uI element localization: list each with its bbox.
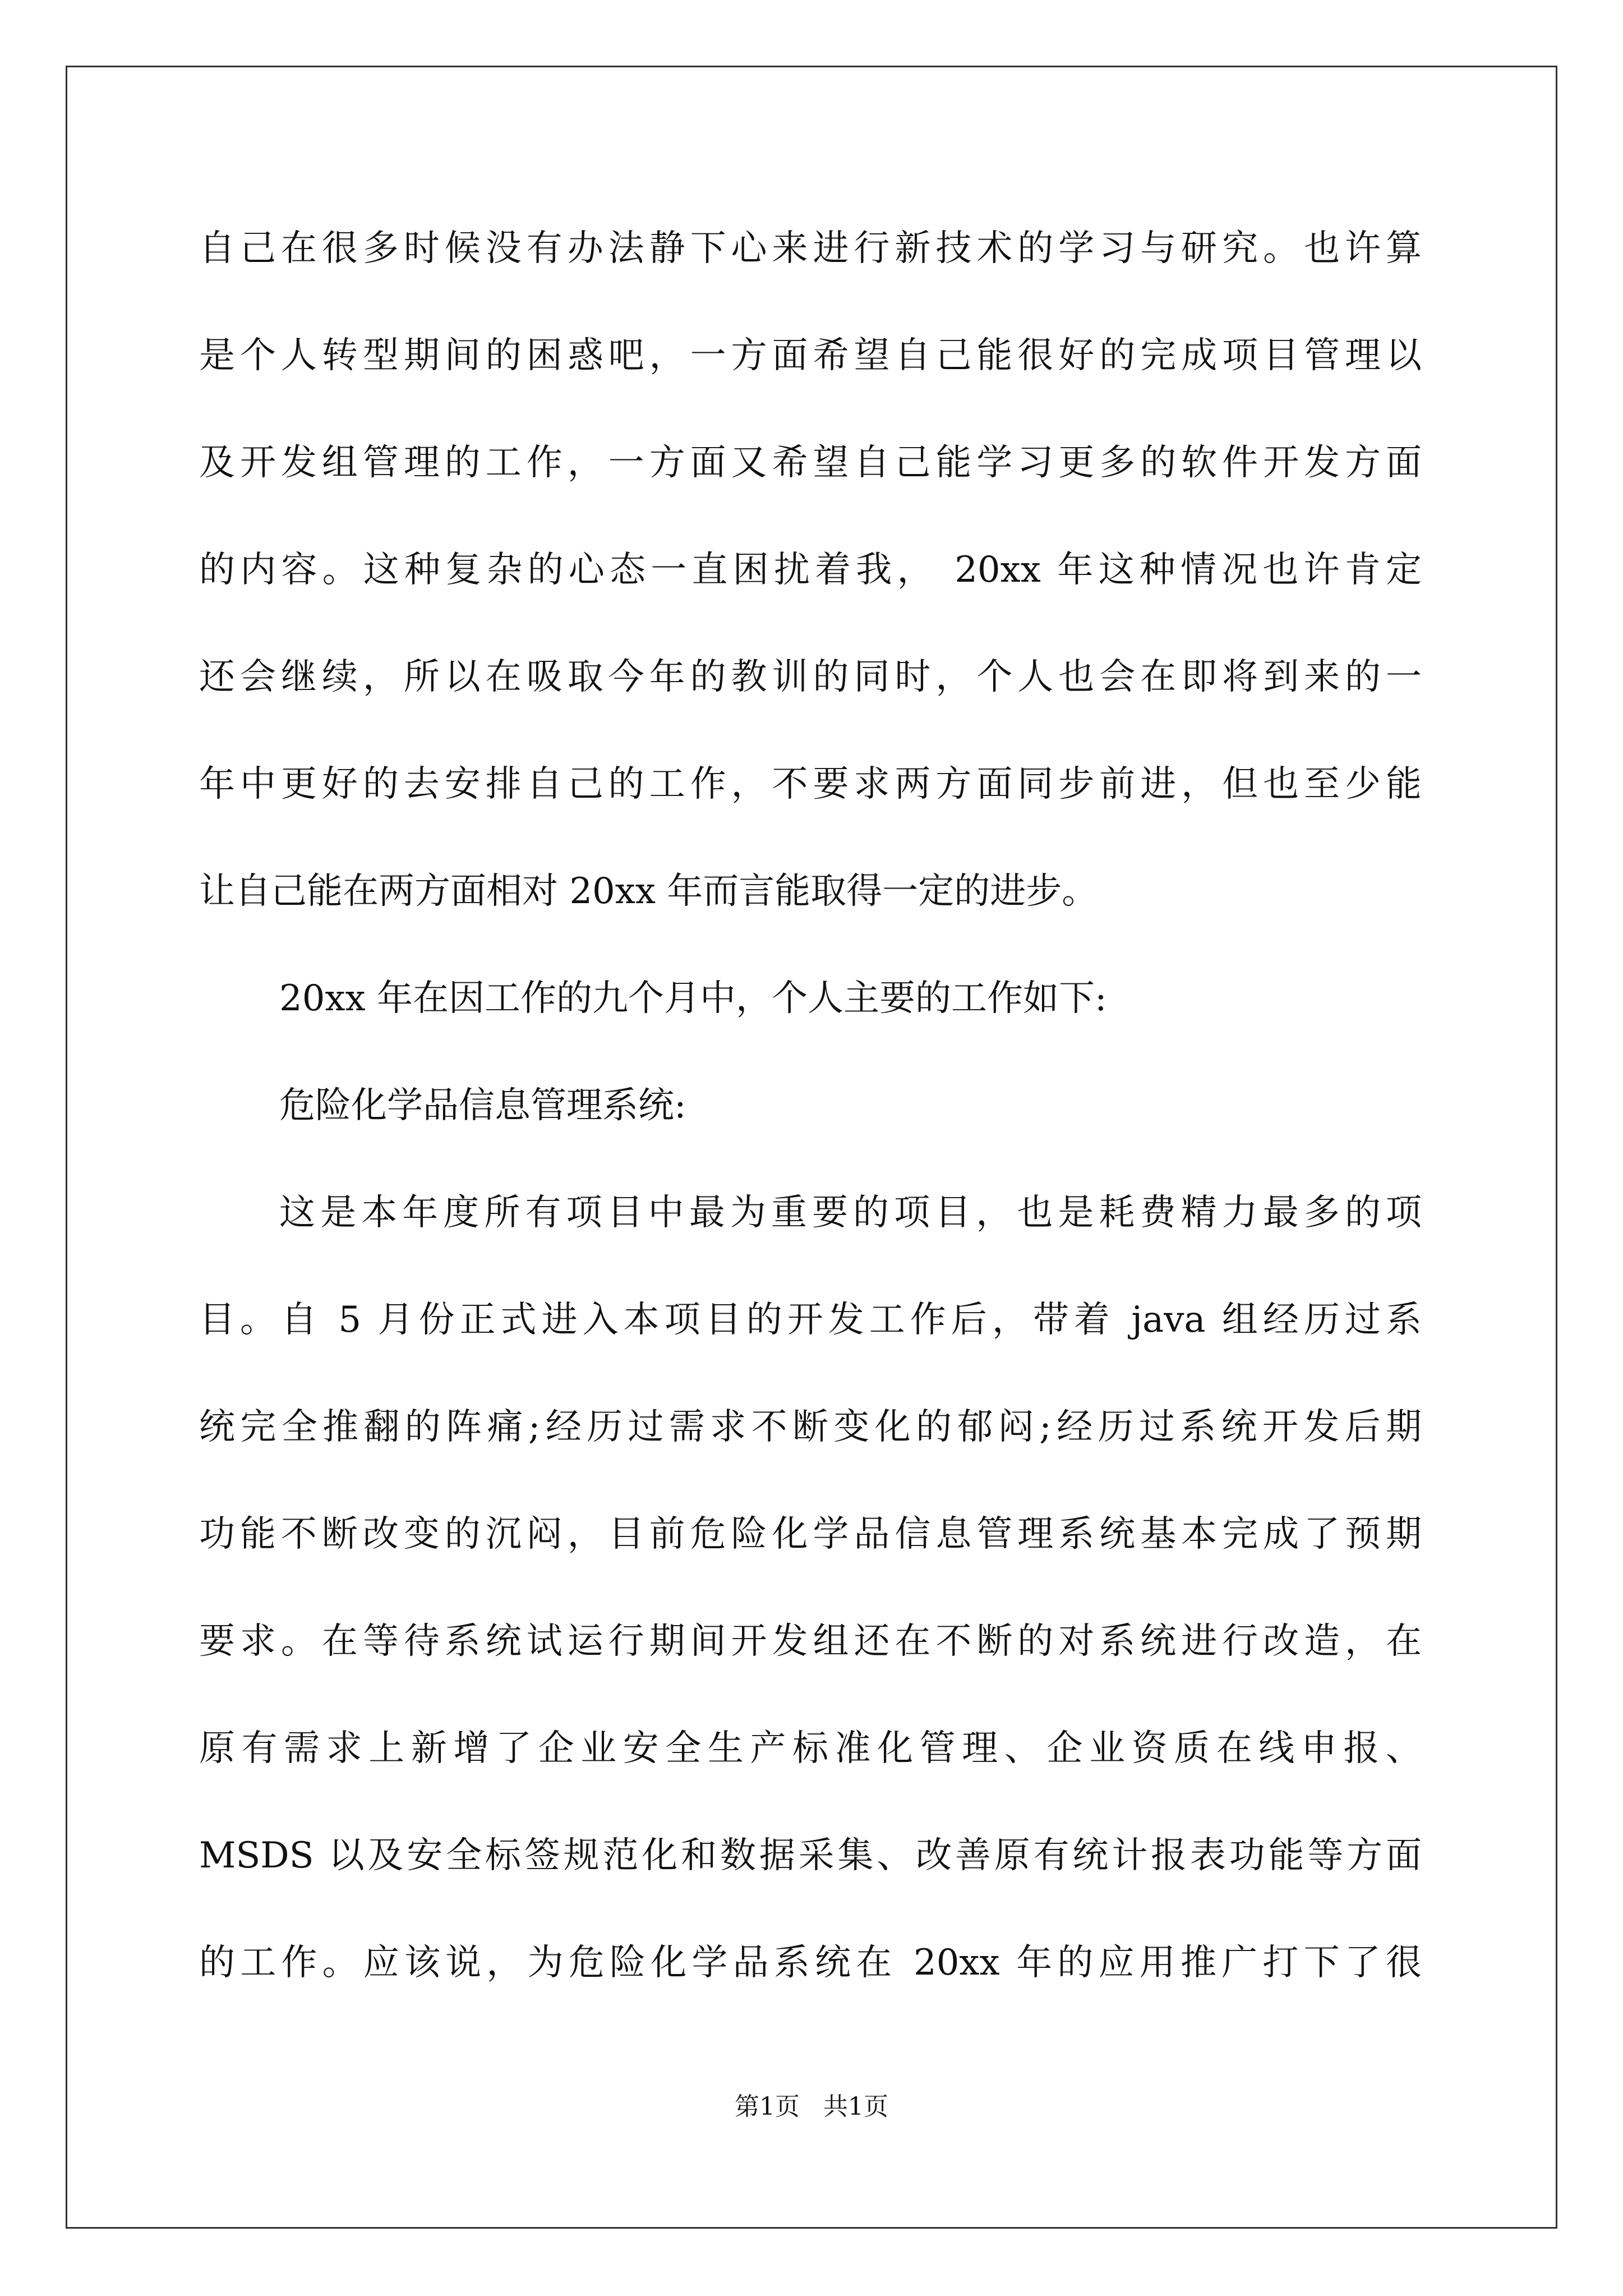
text-line: 自己在很多时候没有办法静下心来进行新技术的学习与研究。也许算 [199, 228, 1422, 269]
section-heading: 危险化学品信息管理系统: [279, 1085, 686, 1126]
text-line: 功能不断改变的沉闷，目前危险化学品信息管理系统基本完成了预期 [199, 1513, 1422, 1555]
text-line: 及开发组管理的工作，一方面又希望自己能学习更多的软件开发方面 [199, 442, 1422, 484]
text-line: 的工作。应该说，为危险化学品系统在 20xx 年的应用推广打下了很 [199, 1942, 1422, 1984]
text-line: 的内容。这种复杂的心态一直困扰着我， 20xx 年这种情况也许肯定 [199, 549, 1422, 591]
text-line: 目。自 5 月份正式进入本项目的开发工作后，带着 java 组经历过系 [199, 1299, 1422, 1341]
text-line: 20xx 年在因工作的九个月中，个人主要的工作如下: [279, 978, 1107, 1019]
page-border [66, 66, 1557, 2229]
page-footer: 第1页 共1页 [735, 2092, 888, 2121]
text-line: 统完全推翻的阵痛;经历过需求不断变化的郁闷;经历过系统开发后期 [199, 1406, 1422, 1448]
text-line: 原有需求上新增了企业安全生产标准化管理、企业资质在线申报、 [199, 1728, 1422, 1769]
text-line: 年中更好的去安排自己的工作，不要求两方面同步前进，但也至少能 [199, 763, 1422, 805]
text-line: 让自己能在两方面相对 20xx 年而言能取得一定的进步。 [199, 871, 1098, 912]
text-line: 这是本年度所有项目中最为重要的项目，也是耗费精力最多的项 [279, 1192, 1422, 1234]
text-line: MSDS 以及安全标签规范化和数据采集、改善原有统计报表功能等方面 [199, 1835, 1422, 1876]
text-line: 是个人转型期间的困惑吧，一方面希望自己能很好的完成项目管理以 [199, 335, 1422, 376]
text-line: 还会继续，所以在吸取今年的教训的同时，个人也会在即将到来的一 [199, 656, 1422, 698]
text-line: 要求。在等待系统试运行期间开发组还在不断的对系统进行改造，在 [199, 1621, 1422, 1662]
